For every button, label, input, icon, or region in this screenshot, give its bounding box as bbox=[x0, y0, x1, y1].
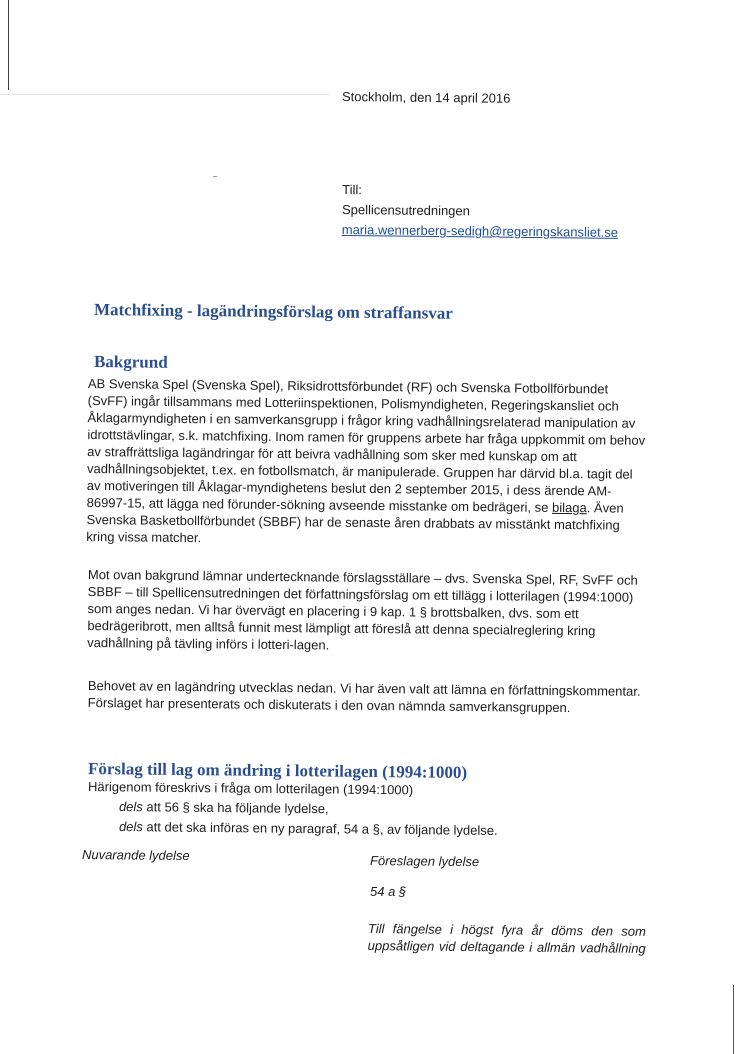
recipient-to-label: Till: bbox=[342, 182, 363, 198]
new-section-text-line-1: Till fängelse i högst fyra år döms den som bbox=[367, 920, 646, 939]
attachment-link[interactable]: bilaga bbox=[551, 499, 587, 516]
background-paragraph-3 bbox=[88, 677, 648, 717]
dels-line-2-text: att det ska införas en ny paragraf, 54 a §, av följande lydelse. bbox=[142, 819, 498, 838]
new-section-text-line-2: uppsåtligen vid deltagande i allmän vadhållning bbox=[367, 937, 646, 956]
current-wording-label: Nuvarande lydelse bbox=[81, 847, 190, 864]
proposal-heading: Förslag till lag om ändring i lotterilagen (1994:1000) bbox=[87, 759, 468, 782]
background-paragraph-1 bbox=[86, 375, 648, 551]
recipient-email-link[interactable]: maria.wennerberg-sedigh@regeringskansliet.se bbox=[341, 221, 619, 240]
background-paragraph-2 bbox=[87, 566, 648, 657]
paragraph-2-text: Mot ovan bakgrund lämnar undertecknande förslagsställare – dvs. Svenska Spel, RF, SvFF och SBBF – till Spellicensutredningen det författningsförslag om ett tillägg i lotterilagen (1994:1000) som anges nedan. Vi har övervägt en placering i 9 kap. 1 § brottsbalken, dvs. som ett bedrägeribrott, men alltså funnit mest lämpligt att föreslå att denna specialreglering kring vadhållning på tävling införs i lotteri-lagen. bbox=[87, 566, 638, 653]
proposed-wording-label: Föreslagen lydelse bbox=[369, 853, 480, 870]
background-heading: Bakgrund bbox=[93, 352, 168, 372]
dels-line-1-text: att 56 § ska ha följande lydelse, bbox=[142, 799, 329, 817]
date-line: Stockholm, den 14 april 2016 bbox=[341, 89, 511, 106]
document-title: Matchfixing - lagändringsförslag om straffansvar bbox=[93, 300, 453, 323]
recipient-block bbox=[342, 180, 619, 243]
proposal-intro: Härigenom föreskrivs i fråga om lotterilagen (1994:1000) bbox=[87, 779, 414, 798]
new-section-number: 54 a § bbox=[370, 884, 407, 899]
dels-word: dels bbox=[118, 819, 143, 835]
paragraph-3-text: Behovet av en lagändring utvecklas nedan. Vi har även valt att lämna en författningskommentar. Förslaget har presenterats och diskuterats i den ovan nämnda samverkansgruppen. bbox=[87, 677, 641, 716]
scan-edge-right bbox=[733, 985, 734, 1054]
paragraph-1-text: AB Svenska Spel (Svenska Spel), Riksidrottsförbundet (RF) och Svenska Fotbollförbundet (SvFF) ingår tillsammans med Lotteriinspektionen, Polismyndigheten, Regeringskansliet och Åklagarmyndigheten i en samverkansgrupp i frågor kring vadhållningsrelaterad manipulation av idrottstävlingar, s.k. matchfixing. Inom ramen för gruppens arbete har fråga uppkommit om behov av straffrättsliga lagändringar för att beivra vadhållning som sker med kunskap om att vadhållningsobjektet, t.ex. en fotbollsmatch, är manipulerade. Gruppen har därvid bl.a. tagit del av motiveringen till Åklagar-myndighetens beslut den 2 september 2015, i dess ärende AM-86997-15, att lägga ned förunder-sökning avseende misstanke om bedrägeri, se bbox=[86, 375, 646, 515]
new-section-text bbox=[368, 920, 646, 957]
header-rule bbox=[0, 94, 330, 95]
dels-line-2 bbox=[119, 818, 498, 839]
dels-line-1 bbox=[119, 798, 329, 817]
scan-edge-left bbox=[8, 0, 9, 90]
paragraph-1-text-end: . Även Svenska Basketbollförbundet (SBBF) har de senaste åren drabbats av misstänkt matchfixing kring vissa matcher. bbox=[86, 500, 624, 546]
dels-word: dels bbox=[118, 799, 143, 815]
scan-speck bbox=[213, 176, 217, 177]
recipient-organization: Spellicensutredningen bbox=[341, 202, 471, 219]
